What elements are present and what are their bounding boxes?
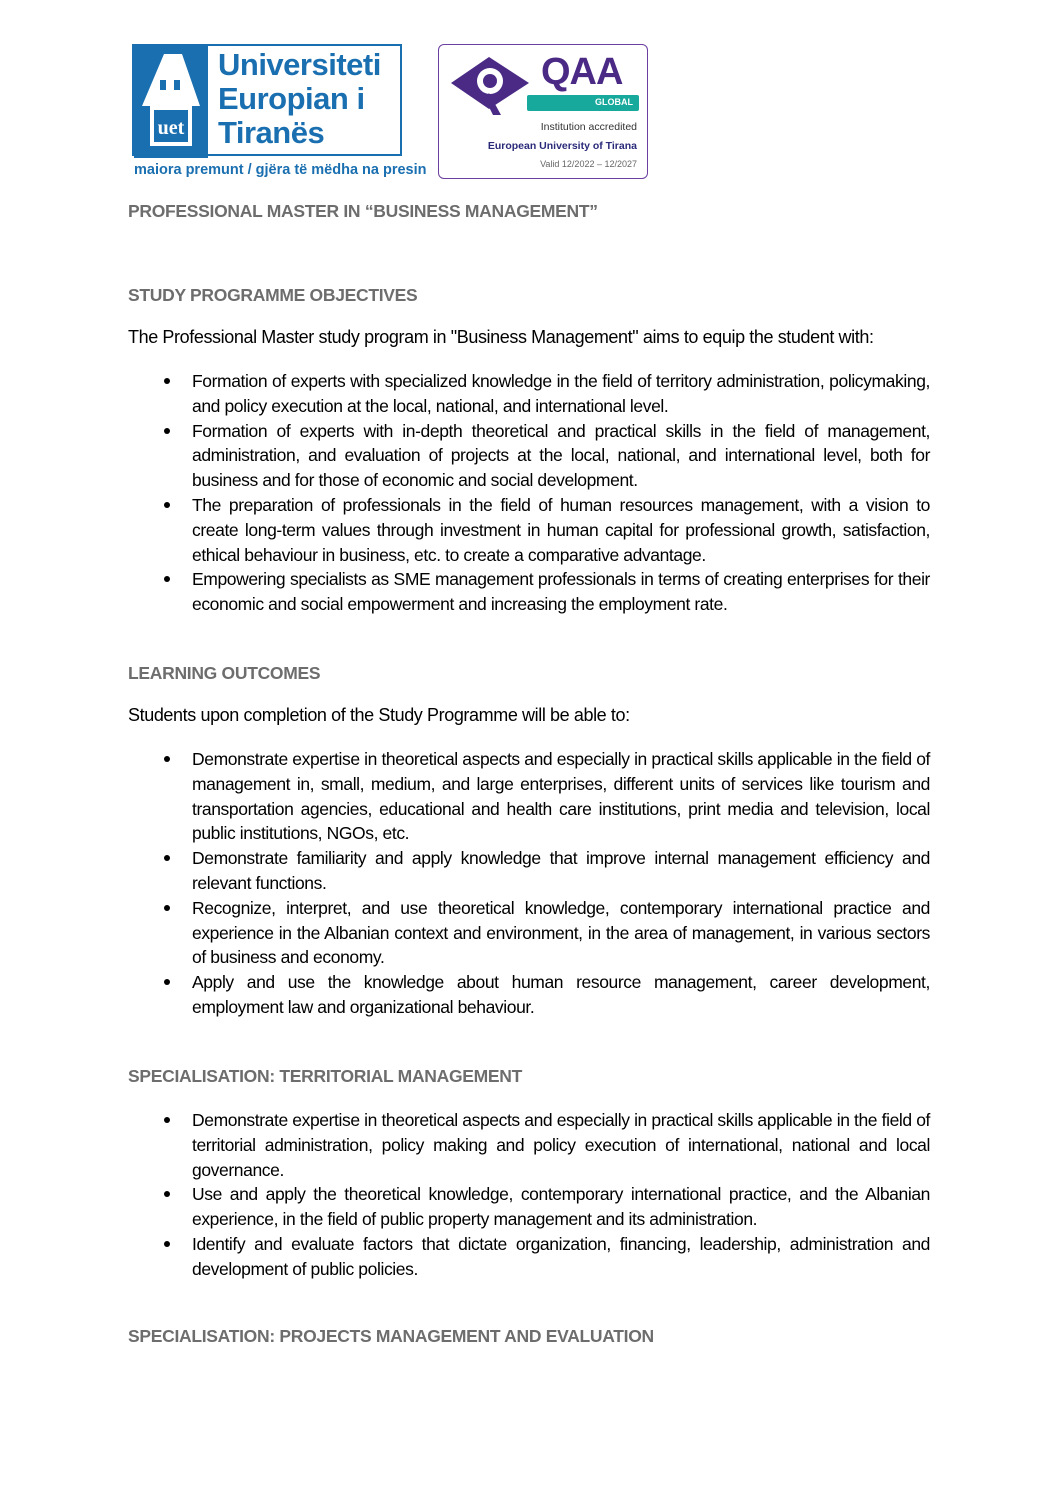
list-item: Empowering specialists as SME management professionals in terms of creating enterprises for their economic and social empowerment and increasing the employment rate.: [128, 567, 930, 617]
university-motto: maiora premunt / gjëra të mëdha na presin: [134, 162, 427, 178]
bullet-icon: [164, 756, 170, 762]
section-intro: The Professional Master study program in "Business Management" aims to equip the student with:: [128, 327, 874, 347]
qaa-validity: Valid 12/2022 – 12/2027: [540, 159, 637, 169]
list-item: Formation of experts with specialized knowledge in the field of territory administration, policymaking, and policy execution at the local, national, and international level.: [128, 369, 930, 419]
list-item: Demonstrate expertise in theoretical aspects and especially in practical skills applicable in the field of territorial administration, policy making and policy execution of international, national and local governance.: [128, 1108, 930, 1182]
bullet-icon: [164, 855, 170, 861]
list-item: Demonstrate familiarity and apply knowledge that improve internal management efficiency and relevant functions.: [128, 846, 930, 896]
university-name: [218, 48, 381, 150]
university-logo: [132, 44, 427, 182]
list-item: Apply and use the knowledge about human resource management, career development, employment law and organizational behaviour.: [128, 970, 930, 1020]
emblem-text: uet: [157, 117, 185, 139]
list-item: Formation of experts with in-depth theoretical and practical skills in the field of management, administration, and evaluation of projects at the local, national, and international level, both for business and for those of economic and social development.: [128, 419, 930, 493]
qaa-tagline: GLOBAL: [595, 97, 633, 107]
qaa-mark-icon: [449, 53, 533, 122]
list-item: Demonstrate expertise in theoretical aspects and especially in practical skills applicable in the field of management in, small, medium, and large enterprises, different units of services like tourism and transportation agencies, educational and health care institutions, print media and television, local public institutions, NGOs, etc.: [128, 747, 930, 846]
qaa-brand: QAA: [541, 51, 623, 93]
territorial-management-list: [128, 1108, 930, 1282]
list-item: The preparation of professionals in the field of human resources management, with a vision to create long-term values through investment in human capital for professional growth, satisfaction, ethical behaviour in business, etc. to create a comparative advantage.: [128, 493, 930, 567]
bullet-icon: [164, 979, 170, 985]
list-item: Identify and evaluate factors that dictate organization, financing, leadership, administration and development of public policies.: [128, 1232, 930, 1282]
section-heading: STUDY PROGRAMME OBJECTIVES: [128, 285, 418, 305]
bullet-icon: [164, 1191, 170, 1197]
university-emblem: [134, 46, 208, 158]
qaa-institution-name: European University of Tirana: [487, 140, 637, 152]
university-logo-frame: [132, 44, 402, 156]
objectives-list: [128, 369, 930, 617]
university-name-line-2: Europian i: [218, 81, 365, 116]
bullet-icon: [164, 428, 170, 434]
bullet-icon: [164, 378, 170, 384]
section-heading: LEARNING OUTCOMES: [128, 663, 321, 683]
section-heading: SPECIALISATION: PROJECTS MANAGEMENT AND EVALUATION: [128, 1326, 654, 1346]
building-emblem-icon: [134, 46, 208, 158]
university-name-line-3: Tiranës: [218, 115, 325, 150]
bullet-icon: [164, 576, 170, 582]
learning-outcomes-list: [128, 747, 930, 1020]
qaa-accredited-text: Institution accredited: [540, 121, 637, 133]
bullet-icon: [164, 1241, 170, 1247]
document-title: PROFESSIONAL MASTER IN “BUSINESS MANAGEMENT”: [128, 201, 598, 221]
university-name-line-1: Universiteti: [218, 47, 381, 82]
bullet-icon: [164, 1117, 170, 1123]
qaa-accreditation-badge: [438, 44, 648, 179]
list-item: Recognize, interpret, and use theoretical knowledge, contemporary international practice and experience in the Albanian context and environment, in the area of management, in various sectors of business and economy.: [128, 896, 930, 970]
bullet-icon: [164, 502, 170, 508]
section-intro: Students upon completion of the Study Programme will be able to:: [128, 705, 630, 725]
section-heading: SPECIALISATION: TERRITORIAL MANAGEMENT: [128, 1066, 523, 1086]
bullet-icon: [164, 905, 170, 911]
list-item: Use and apply the theoretical knowledge, contemporary international practice, and the Albanian experience, in the field of public property management and its administration.: [128, 1182, 930, 1232]
